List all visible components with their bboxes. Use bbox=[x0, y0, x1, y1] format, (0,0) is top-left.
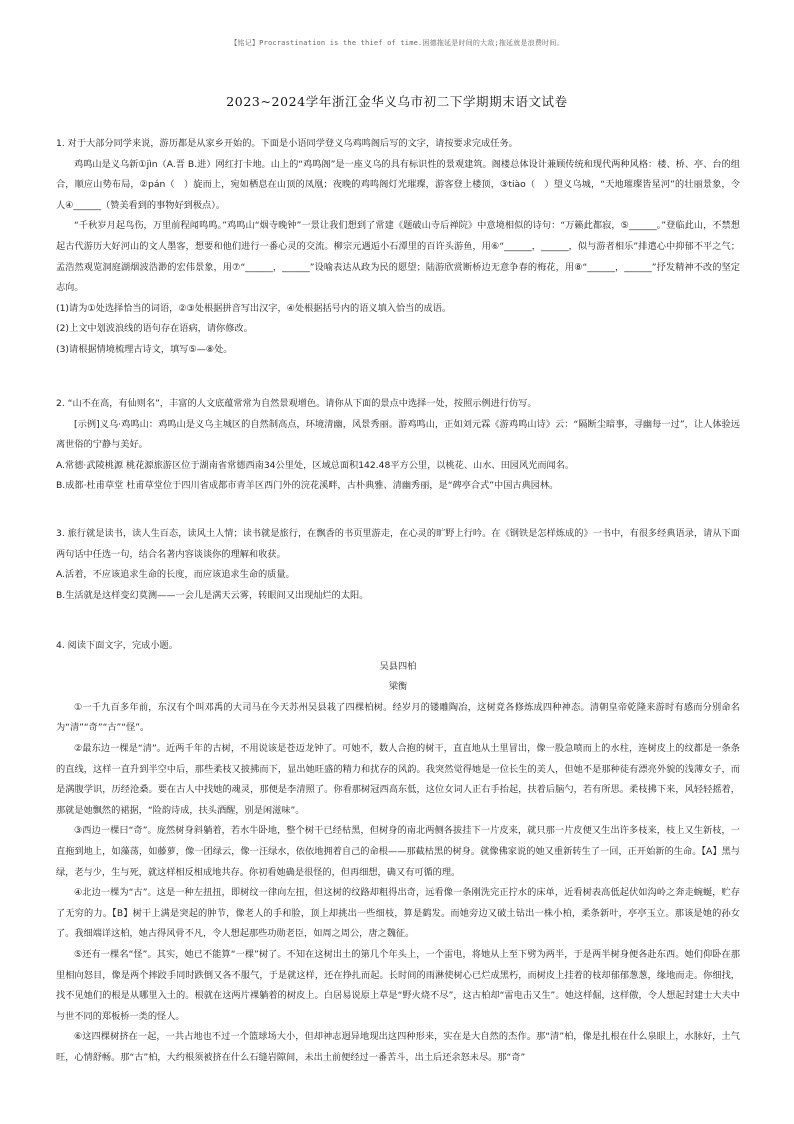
q2-option-a: A.常德·武陵桃源 桃花源旅游区位于湖南省常德西南34公里处，区域总面积142.48平方公里，以桃花、山水、田园风光而闻名。 bbox=[56, 459, 575, 471]
article-paragraph-3: ③西边一棵曰“奇”。庞然树身斜躺着，若水牛卧地，整个树干已经枯黑，但树身的南北两侧各拔挂下一片皮来，就只那一片皮便又生出许多枝来，枝上又生新枝，一直拖到地上，如藻荡，如藤萝，像一团绿云，像一汪绿水，依依地拥着自己的命根——那截枯黑的树身。就像佛家说的她又重新转生了一回，正开始新的生命。【A】黑与绿，老与少，生与死，就这样相反相成地共存。你初看她确是很怪的，但再细想，确又有可循的理。 bbox=[56, 825, 740, 878]
q4-stem: 4. 阅读下面文字，完成小题。 bbox=[56, 640, 178, 651]
question-2 bbox=[56, 394, 740, 497]
q3-option-b: B.生活就是这样变幻莫测——一会儿是满天云雾，转眼间又出现灿烂的太阳。 bbox=[56, 589, 369, 601]
q1-stem: 1. 对于大部分同学来说，游历都是从家乡开始的。下面是小语同学登义乌鸡鸣阁后写的文字，请按要求完成任务。 bbox=[56, 138, 518, 149]
q1-paragraph-2: “千秋岁月起鸟伤，万里前程闻鸣鸣。”鸡鸣山“烟寺晚钟”一景让我们想到了常建《题破山寺后禅院》中意境相似的诗句：“万籁此都寂，⑤______。”登临此山，不禁想起古代游历大好河山的文人墨客，想要和他们进行一番心灵的交流。柳宗元遇逅小石潭里的百许头游鱼，用⑥“______，______，似与游者相乐”排遣心中抑郁不平之气；孟浩然观览洞庭湖烟波浩渺的宏伟景象，用⑦“______，______”设喻表达从政为民的愿望；陆游欣赏断桥边无意争春的梅花，用⑧“______，______”抒发精神不改的坚定志向。 bbox=[56, 220, 740, 294]
q1-task-3: (3)请根据情境梳理古诗文，填写⑤—⑧处。 bbox=[56, 343, 233, 355]
article-paragraph-6: ⑥这四棵树挤在一起，一共占地也不过一个篮球场大小，但却神志迥异地现出这四种形来，实在是大自然的杰作。那“清”柏，像是扎根在什么泉眼上，水脉好，土气旺，心情舒畅。那“古”柏，大约根须被挤在什么石缝岩隙间，未出土前便经过一番苦斗，出土后还余怒未尽。那“奇” bbox=[56, 1031, 740, 1063]
article-paragraph-5: ⑤还有一棵名“怪”。其实，她已不能算“一棵”树了。不知在这树出土的第几个年头上，一个雷电，将她从上至下劈为两半，于是两半树身便各赴东西。她们仰卧在那里相向怒目，像是两个摔跤手同时跌倒又各不服气，于是就这样，还在挣扎而起。长时间的雨淋使树心已烂成黑朽，而树皮上挂着的枝却郁郁葱葱，缘地而走。你细找，找不见她们的根是从哪里入土的。根就在这两片裸躺着的树皮上。白居易说原上草是“野火烧不尽”，这古柏却“雷电击又生”。她这样倔，这样傲，令人想起封建士大夫中与世不同的郑板桥一类的怪人。 bbox=[56, 948, 740, 1022]
header-note: 【铭记】Procrastination is the thief of time.困德拖延是时间的大敌;拖延就是浪费时间。 bbox=[230, 39, 564, 47]
question-1 bbox=[56, 134, 740, 361]
page-title: 2023~2024学年浙江金华义乌市初二下学期期末语文试卷 bbox=[226, 94, 568, 109]
q1-paragraph-1: 鸡鸣山是义乌新①jìn（A.晋 B.进）网红打卡地。山上的“鸡鸣阁”是一座义乌的具有标识性的景观建筑。阁楼总体设计兼顾传统和现代两种风格：楼、桥、亭、台的组合，顺应山势布局，②pán（ ）旋而上，宛如栖息在山顶的凤凰；夜晚的鸡鸣阁灯光璀璨，游客登上楼顶，③tiào（ ）望义乌城，“天地璀璨皆星河”的壮丽景象，令人④______（赞美看到的事物好到极点）。 bbox=[56, 158, 740, 211]
q2-example: [示例]义乌·鸡鸣山：鸡鸣山是义乌主城区的自然制高点，环境清幽，风景秀丽。游鸡鸣山，正如刘元霖《游鸡鸣山诗》云：“隔断尘暗事，寻幽每一过”，让人体验远离世俗的宁静与美好。 bbox=[56, 418, 740, 451]
q1-task-1: (1)请为①处选择恰当的词语，②③处根据拼音写出汉字，④处根据括号内的语义填入恰当的成语。 bbox=[56, 302, 452, 314]
q1-task-2: (2)上文中划波浪线的语句存在语病，请你修改。 bbox=[56, 323, 253, 335]
article-author: 梁衡 bbox=[388, 681, 408, 693]
article-paragraph-4: ④北边一棵为“古”。这是一种左扭扭，即树纹一律向左扭，但这树的纹路却粗得出奇，远看像一条刚洗完正拧水的床单，近看树表高低起伏如沟岭之奔走蜿蜒，贮存了无穷的力。【B】树干上满是突起的肿节，像老人的手和脸，顶上却挑出一些细枝，算是鹤发。而她旁边又破土钻出一株小柏，柔条新叶，亭亭玉立。那该是她的孙女了。我细端详这柏，她古得风骨不凡，令人想起那些功勋老臣，如周之周公，唐之魏征。 bbox=[56, 887, 740, 940]
question-4 bbox=[56, 636, 740, 1068]
q2-stem: 2. “山不在高，有仙则名”，丰富的人文底蕴常常为自然景观增色。请你从下面的景点中选择一处，按照示例进行仿写。 bbox=[56, 398, 537, 409]
q2-option-b: B.成都·杜甫草堂 杜甫草堂位于四川省成都市青羊区西门外的浣花溪畔，古朴典雅、清幽秀丽，是“碑亭合式”中国古典园林。 bbox=[56, 480, 559, 492]
question-3 bbox=[56, 524, 740, 606]
q3-option-a: A.活着，不应该追求生命的长度，而应该追求生命的质量。 bbox=[56, 569, 295, 581]
article-paragraph-2: ②最东边一棵是“清”。近两千年的古树，不用说该是苍迈龙钟了。可她不，数人合抱的树干，直直地从土里冒出，像一股急喷而上的水柱，连树皮上的纹都是一条条的直线，这样一直升到半空中后，那些柔枝又披拂而下，显出她旺盛的精力和扰存的风韵。我突然觉得她是一位长生的美人，但她不是那种徒有漂亮外貌的浅薄女子，而是满腹学识，历经沧桑。要在古人中找她的魂灵，那便是李清照了。你看那树冠西高东低，这位女词人正右手抬起，扶着后脑勺，若有所思。柔枝拂下来，风轻轻摇着，那就是她飘然的裙据，“险韵诗成，扶头酒醒，别是闲滋味”。 bbox=[56, 742, 740, 816]
q3-stem: 3. 旅行就是读书，读人生百态，读风土人情；读书就是旅行，在飘香的书页里游走，在心灵的旷野上行吟。在《钢铁是怎样炼成的》一书中，有很多经典语录，请从下面两句话中任选一句，结合名著内容谈谈你的理解和收获。 bbox=[56, 528, 740, 560]
article-title: 吴县四柏 bbox=[379, 660, 417, 672]
article-paragraph-1: ①一千九百多年前，东汉有个叫邓禹的大司马在今天苏州吴县栽了四棵柏树。经岁月的镂雕陶冶，这树竟各修炼成四种神态。清朝皇帝乾隆来游时有感而分别命名为“清”“奇”“古”“怪”。 bbox=[56, 701, 740, 734]
